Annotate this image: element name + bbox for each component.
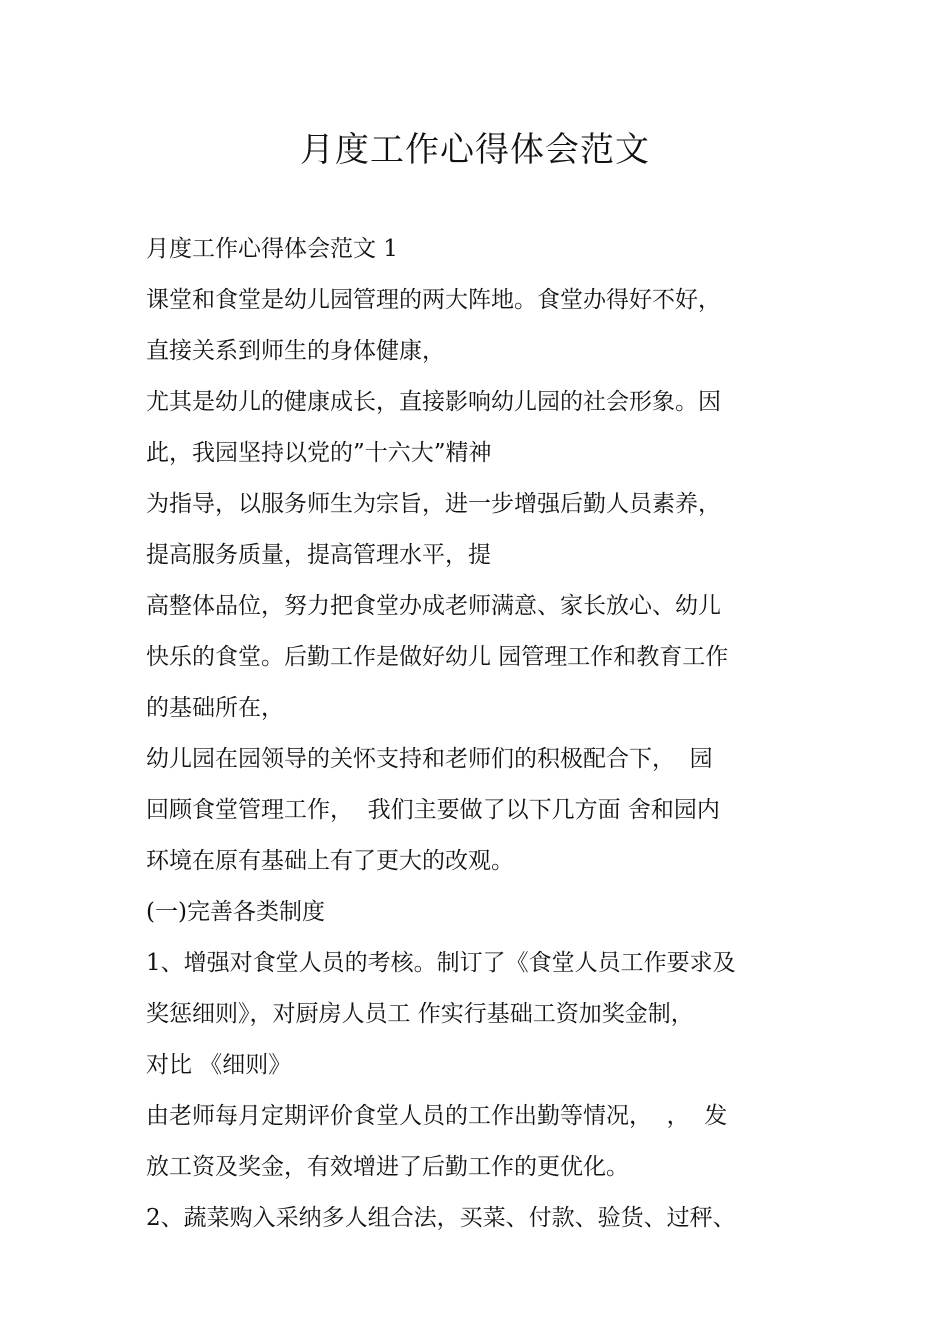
body-line: (一)完善各类制度	[146, 899, 325, 925]
body-line: 高整体品位，努力把食堂办成老师满意、家长放心、幼儿	[146, 593, 721, 619]
body-line: 1、增强对食堂人员的考核。制订了《食堂人员工作要求及	[146, 950, 736, 976]
body-line: 放工资及奖金，有效增进了后勤工作的更优化。	[146, 1154, 629, 1180]
document-body	[146, 224, 814, 1244]
body-line: 直接关系到师生的身体健康，	[146, 338, 445, 364]
body-line: 此，我园坚持以党的”十六大”精神	[146, 440, 492, 466]
body-line: 提高服务质量，提高管理水平，提	[146, 542, 491, 568]
body-line: 幼儿园在园领导的关怀支持和老师们的积极配合下， 园	[146, 746, 713, 772]
body-line: 奖惩细则》，对厨房人员工 作实行基础工资加奖金制，	[146, 1001, 694, 1027]
body-line: 回顾食堂管理工作， 我们主要做了以下几方面 舍和园内	[146, 797, 720, 823]
body-line: 2、蔬菜购入采纳多人组合法，买菜、付款、验货、过秤、	[146, 1205, 736, 1231]
body-line: 月度工作心得体会范文 1	[146, 236, 398, 262]
body-line: 快乐的食堂。后勤工作是做好幼儿 园管理工作和教育工作	[146, 644, 729, 670]
body-line: 课堂和食堂是幼儿园管理的两大阵地。食堂办得好不好，	[146, 287, 721, 313]
body-line: 由老师每月定期评价食堂人员的工作出勤等情况， ， 发	[146, 1103, 728, 1129]
body-line: 的基础所在，	[146, 695, 284, 721]
body-line: 尤其是幼儿的健康成长，直接影响幼儿园的社会形象。因	[146, 389, 721, 415]
body-line: 对比 《细则》	[146, 1052, 292, 1078]
document-title: 月度工作心得体会范文	[300, 130, 650, 170]
body-line: 环境在原有基础上有了更大的改观。	[146, 848, 514, 874]
body-line: 为指导，以服务师生为宗旨，进一步增强后勤人员素养，	[146, 491, 721, 517]
